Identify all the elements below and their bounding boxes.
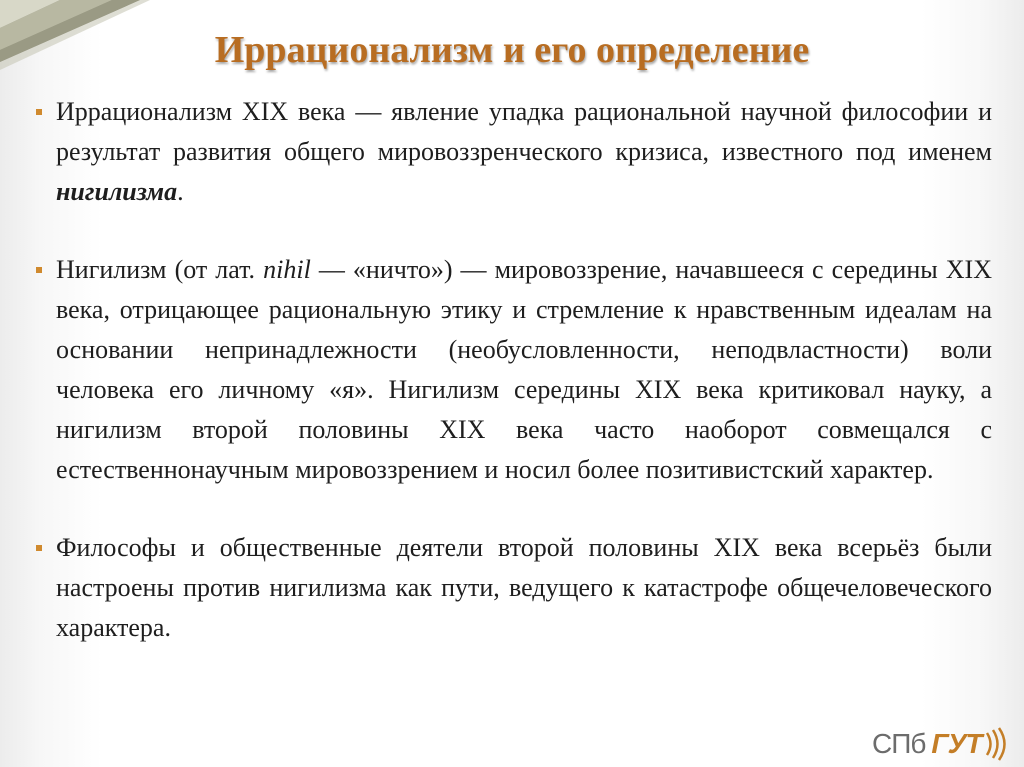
logo-accent: ГУТ — [931, 728, 982, 759]
bullet-icon — [36, 267, 42, 273]
slide-title: Иррационализм и его определение — [214, 29, 810, 71]
paragraph-text: Нигилизм (от лат. — [56, 255, 264, 284]
paragraph-text: Иррационализм XIX века — явление упадка рациональной научной философии и результат развития общего мировоззренческого кризиса, известного под именем — [56, 97, 992, 166]
logo-prefix: СПб — [872, 728, 926, 759]
term-nihilism: нигилизма — [56, 177, 178, 206]
signal-waves-icon — [984, 727, 1008, 761]
term-nihil: nihil — [263, 255, 311, 284]
paragraph-irrationalism — [34, 92, 992, 212]
paragraph-philosophers — [34, 528, 992, 648]
paragraph-text: Философы и общественные деятели второй половины XIX века всерьёз были настроены против нигилизма как пути, ведущего к катастрофе общечеловеческого характера. — [56, 533, 992, 642]
paragraph-text-end: . — [177, 177, 184, 206]
spbgut-logo — [872, 724, 1022, 764]
paragraph-text-end: — «ничто») — мировоззрение, начавшееся с середины XIX века, отрицающее рациональную этику и стремление к нравственным идеалам на основании непринадлежности (необусловленности, неподвластности) воли человека его личному «я». Нигилизм середины XIX века критиковал науку, а нигилизм второй половины XIX века часто наоборот совмещался с естественнонаучным мировоззрением и носил более позитивистский характер. — [56, 255, 992, 484]
bullet-icon — [36, 545, 42, 551]
bullet-icon — [36, 109, 42, 115]
slide-content — [34, 92, 992, 648]
paragraph-nihilism — [34, 250, 992, 490]
